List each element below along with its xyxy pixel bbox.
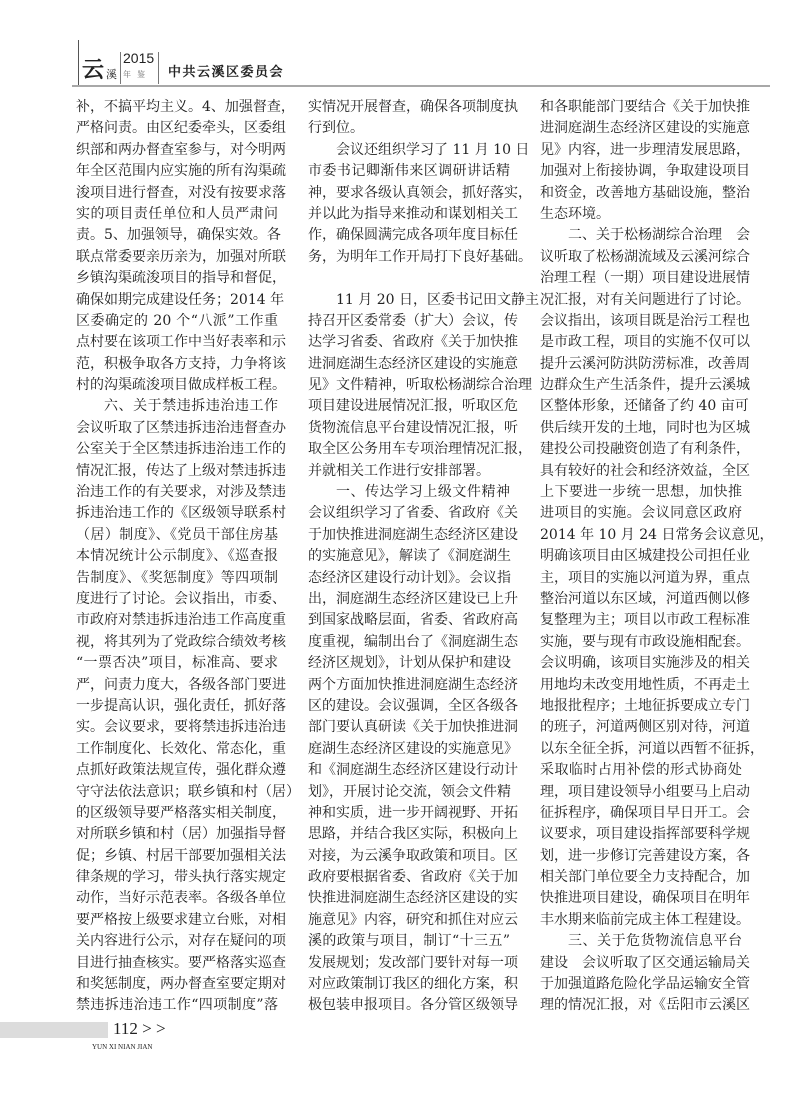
text-line: 边群众生产生活条件，提升云溪城 bbox=[540, 377, 750, 394]
text-line: 到国家战略层面，省委、省政府高 bbox=[308, 612, 518, 629]
text-line: 主，项目的实施以河道为界，重点 bbox=[540, 569, 750, 586]
yearbook-label: 年鉴 bbox=[123, 70, 151, 79]
text-line: 极包装申报项目。各分管区级领导 bbox=[308, 997, 518, 1014]
text-line: 视，将其列为了党政综合绩效考核 bbox=[76, 633, 286, 650]
text-line: 神，要求各级认真领会，抓好落实， bbox=[308, 184, 532, 201]
logo-char-yun: 云 bbox=[82, 58, 105, 83]
text-line: 于加快推进洞庭湖生态经济区建设 bbox=[308, 526, 518, 543]
text-line: 守守法依法意识；联乡镇和村（居） bbox=[76, 783, 300, 800]
text-line: 采取临时占用补偿的形式协商处 bbox=[540, 762, 742, 779]
text-line: 点村要在该项工作中当好表率和示 bbox=[76, 334, 286, 351]
text-line: 禁违拆违治违工作“四项制度”落 bbox=[76, 997, 278, 1014]
text-line: 相关部门单位要全力支持配合，加 bbox=[540, 869, 750, 886]
text-line: 治理工程（一期）项目建设进展情 bbox=[540, 270, 750, 287]
text-line: 建设 会议听取了区交通运输局关 bbox=[540, 954, 750, 971]
text-line: 复整理为主；项目以市政工程标准 bbox=[540, 612, 750, 629]
header-divider bbox=[158, 52, 159, 84]
text-line: 建投公司投融资创造了有利条件， bbox=[540, 441, 750, 458]
text-line: 年全区范围内应实施的所有沟渠疏 bbox=[76, 163, 286, 180]
text-line: 实的项目责任单位和人员严肃问 bbox=[76, 205, 278, 222]
header-left-rule bbox=[78, 40, 79, 86]
text-line: 的班子，河道两侧区别对待，河道 bbox=[540, 719, 750, 736]
text-line: 律条规的学习，带头执行落实规定 bbox=[76, 869, 286, 886]
text-line: 具有较好的社会和经济效益，全区 bbox=[540, 462, 750, 479]
text-line: 拆违治违工作的《区级领导联系村 bbox=[76, 505, 286, 522]
text-line: 并就相关工作进行安排部署。 bbox=[308, 462, 490, 479]
text-line: 态经济区建设行动计划》。会议指 bbox=[308, 569, 511, 586]
text-line: 上下要进一步统一思想，加快推 bbox=[540, 484, 742, 501]
yearbook-year: 2015 bbox=[123, 50, 155, 66]
text-line: 范，积极争取各方支持，力争将该 bbox=[76, 355, 286, 372]
text-line: 二、关于松杨湖综合治理 会 bbox=[568, 227, 750, 244]
text-line: 关内容进行公示，对存在疑问的项 bbox=[76, 933, 286, 950]
text-line: 会议组织学习了省委、省政府《关 bbox=[308, 505, 518, 522]
text-line: 达学习省委、省政府《关于加快推 bbox=[308, 334, 518, 351]
text-line: （居）制度》、《党员干部住房基 bbox=[76, 526, 278, 543]
text-line: 持召开区委常委（扩大）会议，传 bbox=[308, 312, 518, 329]
text-line: 施意见》内容，研究和抓住对应云 bbox=[308, 911, 518, 928]
text-line: 对应政策制订我区的细化方案，积 bbox=[308, 976, 518, 993]
header-divider bbox=[120, 52, 121, 84]
text-line: 货物流信息平台建设情况汇报，听 bbox=[308, 419, 518, 436]
text-line: 补，不搞平均主义。4、加强督查， bbox=[76, 99, 295, 115]
text-line: 区整体形象，还储备了约 40 亩可 bbox=[540, 398, 749, 415]
text-line: 2014 年 10 月 24 日常务会议意见， bbox=[540, 526, 774, 543]
text-line: 一步提高认识，强化责任，抓好落 bbox=[76, 697, 286, 714]
text-line: 的实施意见》，解读了《洞庭湖生 bbox=[308, 548, 511, 565]
header-rule bbox=[72, 85, 770, 87]
text-line: 快推进洞庭湖生态经济区建设的实 bbox=[308, 890, 518, 907]
text-line: 明确该项目由区城建投公司担任业 bbox=[540, 548, 750, 565]
text-line: 理的情况汇报，对《岳阳市云溪区 bbox=[540, 997, 750, 1014]
text-line: 会议还组织学习了 11 月 10 日 bbox=[336, 141, 530, 158]
text-line: 议要求，项目建设指挥部要科学规 bbox=[540, 826, 750, 843]
text-line: 加强对上衔接协调，争取建设项目 bbox=[540, 163, 750, 180]
text-line: 两个方面加快推进洞庭湖生态经济 bbox=[308, 676, 518, 693]
text-line: 用地均未改变用地性质，不再走土 bbox=[540, 676, 750, 693]
text-line: 会议明确，该项目实施涉及的相关 bbox=[540, 655, 750, 672]
text-line: 整治河道以东区域，河道西侧以修 bbox=[540, 590, 750, 607]
text-line: 况汇报，对有关问题进行了讨论。 bbox=[540, 291, 750, 308]
text-line: 提升云溪河防洪防涝标准，改善周 bbox=[540, 355, 750, 372]
text-line: 行到位。 bbox=[308, 120, 364, 137]
text-line: 征拆程序，确保项目早日开工。会 bbox=[540, 804, 750, 821]
text-line: 责。5、加强领导，确保实效。各 bbox=[76, 227, 281, 244]
page-number: 112 > > bbox=[113, 1019, 166, 1038]
text-line: 区委确定的 20 个“八派”工作重 bbox=[76, 312, 278, 329]
text-line: 供后续开发的土地，同时也为区城 bbox=[540, 419, 750, 436]
text-line: 和《洞庭湖生态经济区建设行动计 bbox=[308, 762, 518, 779]
text-line: 议听取了松杨湖流域及云溪河综合 bbox=[540, 248, 750, 265]
text-line: 市委书记卿渐伟来区调研讲话精 bbox=[308, 163, 510, 180]
text-line: 思路，并结合我区实际，积极向上 bbox=[308, 826, 518, 843]
text-column-1 bbox=[76, 97, 300, 1017]
text-line: 实。会议要求，要将禁违拆违治违 bbox=[76, 719, 286, 736]
text-line: 11 月 20 日，区委书记田文静主 bbox=[336, 291, 539, 308]
text-line: 部门要认真研读《关于加快推进洞 bbox=[308, 719, 518, 736]
text-line: 对接，为云溪争取政策和项目。区 bbox=[308, 847, 518, 864]
text-line: 严，问责力度大，各级各部门要进 bbox=[76, 676, 286, 693]
text-line: 动作，当好示范表率。各级各单位 bbox=[76, 890, 286, 907]
text-line: 地报批程序；土地征拆要成立专门 bbox=[540, 697, 750, 714]
text-line: 乡镇沟渠疏浚项目的指导和督促， bbox=[76, 270, 286, 287]
text-line: 划》，开展讨论交流，领会文件精 bbox=[308, 783, 511, 800]
text-line: 和资金，改善地方基础设施，整治 bbox=[540, 184, 750, 201]
text-line: 三、关于危货物流信息平台 bbox=[568, 933, 742, 950]
text-line: 作，确保圆满完成各项年度目标任 bbox=[308, 227, 518, 244]
text-line: 进项目的实施。会议同意区政府 bbox=[540, 505, 742, 522]
text-line: 进洞庭湖生态经济区建设的实施意 bbox=[308, 355, 518, 372]
text-line: 公室关于全区禁违拆违治违工作的 bbox=[76, 441, 286, 458]
footer-subtitle: YUN XI NIAN JIAN bbox=[92, 1043, 153, 1051]
text-line: 是市政工程，项目的实施不仅可以 bbox=[540, 334, 750, 351]
text-line: 情况汇报，传达了上级对禁违拆违 bbox=[76, 462, 286, 479]
text-line: 区的建设。会议强调，全区各级各 bbox=[308, 697, 518, 714]
text-line: 对所联乡镇和村（居）加强指导督 bbox=[76, 826, 286, 843]
text-column-3 bbox=[540, 97, 774, 1017]
text-line: 目进行抽查核实。要严格落实巡查 bbox=[76, 954, 286, 971]
text-line: 告制度》、《奖惩制度》等四项制 bbox=[76, 569, 278, 586]
text-line: 理，项目建设领导小组要马上启动 bbox=[540, 783, 750, 800]
text-line: 织部和两办督查室参与，对今明两 bbox=[76, 141, 286, 158]
text-line: 村的沟渠疏浚项目做成样板工程。 bbox=[76, 377, 286, 394]
text-line: 促；乡镇、村居干部要加强相关法 bbox=[76, 847, 286, 864]
text-line: 项目建设进展情况汇报，听取区危 bbox=[308, 398, 518, 415]
text-line: 经济区规划》，计划从保护和建设 bbox=[308, 655, 511, 672]
text-line: 实施，要与现有市政设施相配套。 bbox=[540, 633, 750, 650]
text-line: 出，洞庭湖生态经济区建设已上升 bbox=[308, 590, 518, 607]
text-line: 取全区公务用车专项治理情况汇报， bbox=[308, 441, 532, 458]
text-line: 会议指出，该项目既是治污工程也 bbox=[540, 312, 750, 329]
text-line: 市政府对禁违拆违治违工作高度重 bbox=[76, 612, 286, 629]
section-title: 中共云溪区委员会 bbox=[168, 65, 285, 80]
text-line: 实情况开展督查，确保各项制度执 bbox=[308, 99, 518, 115]
text-line: 浚项目进行督查，对没有按要求落 bbox=[76, 184, 286, 201]
text-line: 严格问责。由区纪委牵头，区委组 bbox=[76, 120, 286, 137]
text-line: 和各职能部门要结合《关于加快推 bbox=[540, 99, 750, 115]
text-line: 进洞庭湖生态经济区建设的实施意 bbox=[540, 120, 750, 137]
text-line: 会议听取了区禁违拆违治违督查办 bbox=[76, 419, 286, 436]
text-line: 确保如期完成建设任务；2014 年 bbox=[76, 291, 285, 308]
text-line: 六、关于禁违拆违治违工作 bbox=[104, 398, 278, 415]
text-line: 划，进一步修订完善建设方案，各 bbox=[540, 847, 750, 864]
text-line: 快推进项目建设，确保项目在明年 bbox=[540, 890, 750, 907]
text-line: 溪的政策与项目，制订“十三五” bbox=[308, 933, 510, 950]
text-line: “一票否决”项目，标准高、要求 bbox=[76, 655, 278, 672]
text-line: 于加强道路危险化学品运输安全管 bbox=[540, 976, 750, 993]
text-line: 点抓好政策法规宣传，强化群众遵 bbox=[76, 762, 286, 779]
text-line: 见》文件精神，听取松杨湖综合治理 bbox=[308, 377, 532, 394]
footer-bar bbox=[0, 1022, 108, 1038]
text-line: 以东全征全拆，河道以西暂不征拆， bbox=[540, 740, 764, 757]
text-line: 并以此为指导来推动和谋划相关工 bbox=[308, 205, 518, 222]
text-line: 丰水期来临前完成主体工程建设。 bbox=[540, 911, 750, 928]
text-line: 治违工作的有关要求，对涉及禁违 bbox=[76, 484, 286, 501]
text-line: 的区级领导要严格落实相关制度， bbox=[76, 804, 286, 821]
text-line: 务，为明年工作开局打下良好基础。 bbox=[308, 248, 532, 265]
text-line: 政府要根据省委、省政府《关于加 bbox=[308, 869, 518, 886]
logo-char-xi: 溪 bbox=[106, 68, 117, 81]
text-line: 度重视，编制出台了《洞庭湖生态 bbox=[308, 633, 518, 650]
text-line: 工作制度化、长效化、常态化，重 bbox=[76, 740, 286, 757]
text-line bbox=[308, 268, 510, 289]
text-line: 联点常委要亲历亲为，加强对所联 bbox=[76, 248, 286, 265]
text-line: 和奖惩制度，两办督查室要定期对 bbox=[76, 976, 286, 993]
text-line: 本情况统计公示制度》、《巡查报 bbox=[76, 548, 278, 565]
text-line: 见》内容，进一步理清发展思路， bbox=[540, 141, 750, 158]
text-line: 神和实质，进一步开阔视野、开拓 bbox=[308, 804, 518, 821]
text-line: 庭湖生态经济区建设的实施意见》 bbox=[308, 740, 518, 757]
text-line: 生态环境。 bbox=[540, 205, 610, 222]
text-line: 要严格按上级要求建立台账，对相 bbox=[76, 911, 286, 928]
text-line: 一、传达学习上级文件精神 bbox=[336, 484, 510, 501]
text-line: 发展规划；发改部门要针对每一项 bbox=[308, 954, 518, 971]
text-line: 度进行了讨论。会议指出，市委、 bbox=[76, 590, 286, 607]
text-column-2 bbox=[308, 97, 539, 1017]
